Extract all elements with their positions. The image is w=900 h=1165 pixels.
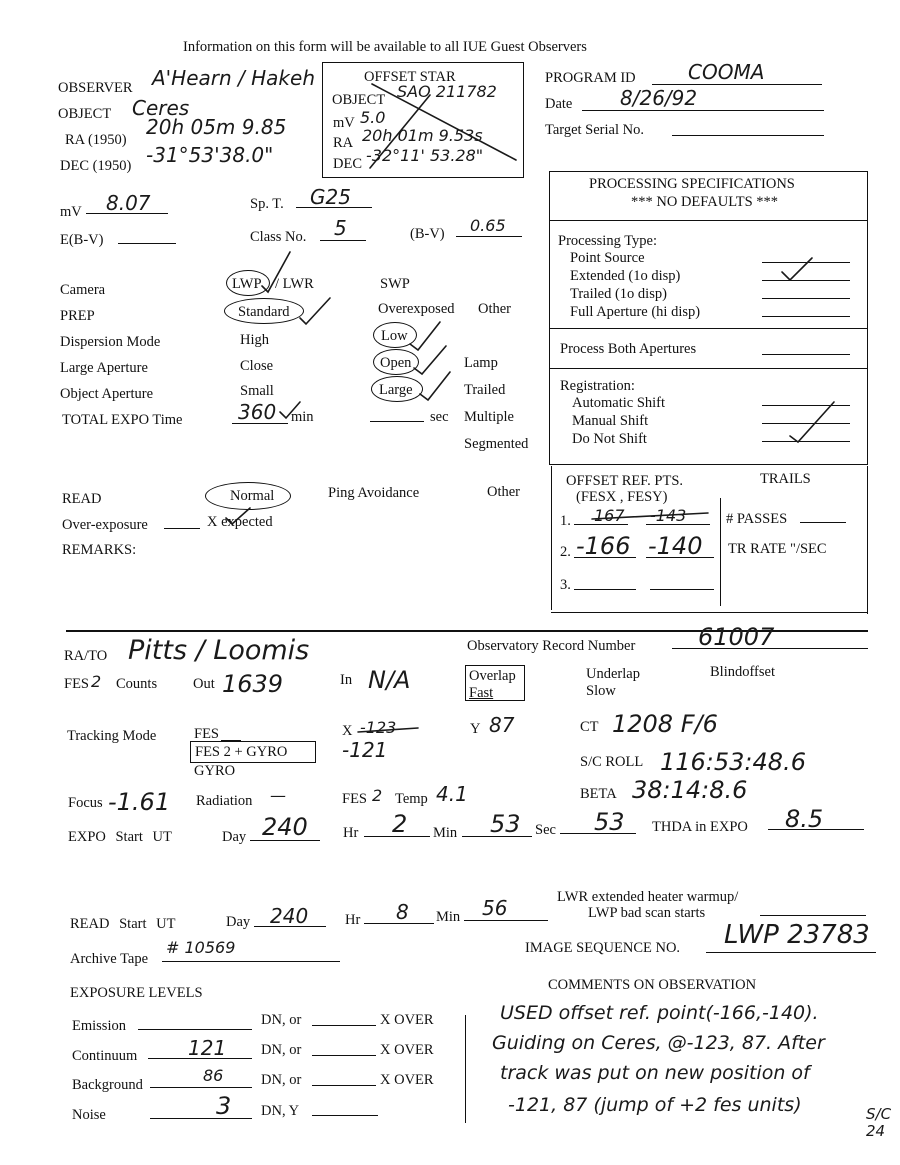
underlap-text: Underlap	[586, 666, 640, 682]
x-value: -121	[342, 738, 388, 762]
expo-start-hr-label: Hr	[343, 825, 359, 841]
rato-label: RA/TO	[64, 648, 108, 664]
prep-other: Other	[478, 301, 512, 317]
standard-check	[300, 298, 330, 324]
thda-value: 8.5	[785, 805, 824, 833]
expo-time-label: TOTAL EXPO Time	[62, 412, 183, 428]
comment-line-3: track was put on new position of	[500, 1062, 810, 1084]
offset-object-label: OBJECT	[332, 92, 386, 108]
processing-type-label: Processing Type:	[558, 233, 658, 249]
radiation-value: —	[270, 786, 286, 805]
out-label: Out	[193, 676, 215, 692]
ct-value: 1208 F/6	[612, 710, 718, 738]
ra-value: 20h 05m 9.85	[146, 115, 287, 139]
offset-ref-title: OFFSET REF. PTS.	[566, 473, 684, 489]
noise-label: Noise	[72, 1107, 106, 1123]
trails-passes: # PASSES	[726, 511, 788, 527]
read-start-hr-value: 8	[396, 900, 409, 924]
offset-ref-cols: (FESX , FESY)	[576, 489, 668, 505]
y-value: 87	[489, 713, 515, 737]
rato-value: Pitts / Loomis	[128, 635, 310, 666]
observer-value: A'Hearn / Hakeh	[152, 66, 315, 90]
large-aperture-label: Large Aperture	[60, 360, 148, 376]
offset-star-cross-2	[370, 95, 430, 168]
offset-row1-x: 167	[594, 506, 625, 525]
archive-tape-value: # 10569	[166, 938, 236, 957]
offset-row2-y: -140	[648, 532, 703, 560]
archive-tape-label: Archive Tape	[70, 951, 149, 967]
read-start-min-value: 56	[482, 896, 508, 920]
fast-text: Fast	[469, 685, 494, 701]
tracking-fes: FES	[194, 726, 219, 742]
fes-temp-label: FES	[342, 791, 367, 807]
out-value: 1639	[222, 670, 284, 698]
tracking-fes-gyro: FES 2 + GYRO	[195, 744, 288, 760]
expo-min-unit: min	[291, 409, 314, 425]
fes-temp-word: Temp	[395, 791, 428, 807]
offset-row1-y: -143	[650, 506, 687, 525]
bv-label: (B-V)	[410, 226, 445, 242]
expo-check	[280, 402, 300, 418]
comment-line-2: Guiding on Ceres, @-123, 87. After	[492, 1032, 825, 1054]
margin-note: S/C 24	[866, 1105, 892, 1140]
processing-title: PROCESSING SPECIFICATIONS	[589, 176, 795, 192]
remarks-label: REMARKS:	[62, 542, 137, 558]
overlap-text: Overlap	[469, 668, 516, 684]
sc-roll-label: S/C ROLL	[580, 754, 644, 770]
aperture-large: Large	[379, 382, 413, 398]
ra-label: RA (1950)	[65, 132, 127, 148]
bv-value: 0.65	[470, 216, 506, 235]
comment-line-1: USED offset ref. point(-166,-140).	[500, 1002, 819, 1024]
expo-segmented: Segmented	[464, 436, 529, 452]
program-id-label: PROGRAM ID	[545, 70, 636, 86]
offset-ra-value: 20h 01m 9.53s	[362, 126, 483, 145]
offset-mv-label: mV	[333, 115, 355, 131]
read-start-min-label: Min	[436, 909, 461, 925]
registration-do-not-shift: Do Not Shift	[572, 431, 647, 447]
dispersion-high: High	[240, 332, 269, 348]
expo-start-hr-value: 2	[392, 810, 408, 838]
object-label: OBJECT	[58, 106, 112, 122]
overexposure-label: Over-exposure	[62, 517, 148, 533]
camera-swp: SWP	[380, 276, 410, 292]
offset-ra-label: RA	[333, 135, 354, 151]
exposure-levels-title: EXPOSURE LEVELS	[70, 985, 203, 1001]
prep-overexposed: Overexposed	[378, 301, 455, 317]
background-value: 86	[203, 1066, 224, 1085]
image-seq-label: IMAGE SEQUENCE NO.	[525, 940, 681, 956]
fes-counts-label: FES	[64, 676, 89, 692]
mv-label: mV	[60, 204, 82, 220]
expo-time-value: 360	[238, 400, 277, 424]
aperture-lamp: Lamp	[464, 355, 498, 371]
image-seq-value: LWP 23783	[724, 920, 870, 950]
aperture-small: Small	[240, 383, 274, 399]
dec-value: -31°53'38.0"	[146, 143, 274, 167]
expo-start-day-label: Day	[222, 829, 247, 845]
y-label: Y	[470, 721, 481, 737]
expo-start-label: EXPO Start UT	[68, 829, 172, 845]
lwr-heater-text: LWR extended heater warmup/	[557, 889, 739, 905]
large-check	[420, 372, 450, 400]
date-label: Date	[545, 96, 573, 112]
prep-label: PREP	[60, 308, 95, 324]
blindoffset-text: Blindoffset	[710, 664, 775, 680]
radiation-label: Radiation	[196, 793, 253, 809]
registration-manual: Manual Shift	[572, 413, 649, 429]
read-start-day-value: 240	[270, 904, 309, 928]
fes-counts-word: Counts	[116, 676, 158, 692]
x-struck-strike	[358, 728, 418, 732]
slow-text: Slow	[586, 683, 616, 699]
focus-value: -1.61	[108, 788, 171, 816]
continuum-label: Continuum	[72, 1048, 138, 1064]
observer-label: OBSERVER	[58, 80, 133, 96]
dec-label: DEC (1950)	[60, 158, 132, 174]
background-label: Background	[72, 1077, 143, 1093]
spt-value: G25	[310, 185, 351, 209]
prep-standard: Standard	[238, 304, 290, 320]
thda-label: THDA in EXPO	[652, 819, 748, 835]
record-number-value: 61007	[698, 623, 775, 651]
ct-label: CT	[580, 719, 599, 735]
camera-lwr: / LWR	[275, 276, 314, 292]
offset-object-value: SAO 211782	[397, 82, 497, 101]
class-label: Class No.	[250, 229, 307, 245]
trails-title: TRAILS	[760, 471, 811, 487]
read-label: READ	[62, 491, 102, 507]
registration-automatic: Automatic Shift	[572, 395, 666, 411]
normal-check	[226, 508, 250, 524]
processing-subtitle: *** NO DEFAULTS ***	[631, 194, 779, 210]
offset-dec-label: DEC	[333, 156, 362, 172]
offset-mv-value: 5.0	[360, 108, 386, 127]
type-extended: Extended (1o disp)	[570, 268, 681, 284]
comments-title: COMMENTS ON OBSERVATION	[548, 977, 757, 993]
read-ping-avoidance: Ping Avoidance	[328, 485, 420, 501]
lwp-bad-scan-text: LWP bad scan starts	[588, 905, 706, 921]
in-label: In	[340, 672, 353, 688]
read-start-day-label: Day	[226, 914, 251, 930]
fes-counts-num: 2	[91, 672, 102, 691]
do-not-shift-check	[790, 402, 834, 442]
expo-start-sec-value: 53	[594, 808, 625, 836]
low-check	[410, 322, 440, 350]
type-point-source: Point Source	[570, 250, 645, 266]
offset-star-title: OFFSET STAR	[364, 69, 456, 85]
tracking-gyro: GYRO	[194, 763, 236, 779]
expo-start-min-value: 53	[490, 810, 521, 838]
object-value: Ceres	[132, 96, 190, 120]
dispersion-low: Low	[381, 328, 408, 344]
focus-label: Focus	[68, 795, 103, 811]
offset-row2-label: 2.	[560, 544, 571, 560]
noise-value: 3	[216, 1092, 232, 1120]
object-aperture-label: Object Aperture	[60, 386, 154, 402]
aperture-open: Open	[380, 355, 412, 371]
trails-tr-rate: TR RATE "/SEC	[728, 541, 827, 557]
process-both-apertures: Process Both Apertures	[560, 341, 697, 357]
continuum-dn: DN, or	[261, 1042, 302, 1058]
offset-row3-label: 3.	[560, 577, 571, 593]
sc-roll-value: 116:53:48.6	[660, 748, 806, 776]
spt-label: Sp. T.	[250, 196, 284, 212]
form-notice: Information on this form will be available to all IUE Guest Observers	[183, 39, 587, 55]
tracking-mode-label: Tracking Mode	[67, 728, 157, 744]
read-start-label: READ Start UT	[70, 916, 176, 932]
fes-temp-num: 2	[372, 786, 383, 805]
expo-start-min-label: Min	[433, 825, 458, 841]
type-full-aperture: Full Aperture (hi disp)	[570, 304, 701, 320]
registration-label: Registration:	[560, 378, 635, 394]
extended-check	[782, 258, 812, 280]
mv-value: 8.07	[106, 191, 151, 215]
emission-over: X OVER	[380, 1012, 434, 1028]
emission-label: Emission	[72, 1018, 126, 1034]
expo-sec-unit: sec	[430, 409, 449, 425]
noise-dn: DN, Y	[261, 1103, 300, 1119]
background-over: X OVER	[380, 1072, 434, 1088]
offset-star-cross-1	[372, 84, 516, 160]
expo-start-sec-label: Sec	[535, 822, 556, 838]
camera-check	[262, 252, 290, 292]
continuum-value: 121	[188, 1036, 227, 1060]
read-normal: Normal	[230, 488, 275, 504]
expo-multiple: Multiple	[464, 409, 514, 425]
read-other: Other	[487, 484, 521, 500]
offset-row1-label: 1.	[560, 513, 571, 529]
read-start-hr-label: Hr	[345, 912, 361, 928]
date-value: 8/26/92	[620, 86, 698, 110]
beta-value: 38:14:8.6	[632, 776, 748, 804]
continuum-over: X OVER	[380, 1042, 434, 1058]
camera-label: Camera	[60, 282, 106, 298]
type-trailed: Trailed (1o disp)	[570, 286, 667, 302]
ebv-label: E(B-V)	[60, 232, 104, 248]
in-value: N/A	[368, 666, 411, 694]
record-number-label: Observatory Record Number	[467, 638, 636, 654]
offset-row2-x: -166	[576, 532, 631, 560]
dispersion-label: Dispersion Mode	[60, 334, 161, 350]
emission-dn: DN, or	[261, 1012, 302, 1028]
program-id-value: COOMA	[688, 60, 765, 84]
x-expected: X expected	[207, 514, 273, 530]
offset-dec-value: -32°11' 53.28"	[366, 146, 484, 165]
aperture-trailed: Trailed	[464, 382, 506, 398]
x-struck-value: -123	[360, 718, 397, 737]
beta-label: BETA	[580, 786, 617, 802]
offset-row1-strike	[592, 513, 708, 519]
target-serial-label: Target Serial No.	[545, 122, 644, 138]
expo-start-day-value: 240	[262, 813, 308, 841]
camera-lwp: LWP	[232, 276, 262, 292]
class-value: 5	[334, 216, 347, 240]
background-dn: DN, or	[261, 1072, 302, 1088]
x-label: X	[342, 723, 353, 739]
aperture-close: Close	[240, 358, 274, 374]
comment-line-4: -121, 87 (jump of +2 fes units)	[508, 1094, 802, 1116]
fes-temp-value: 4.1	[436, 782, 468, 806]
